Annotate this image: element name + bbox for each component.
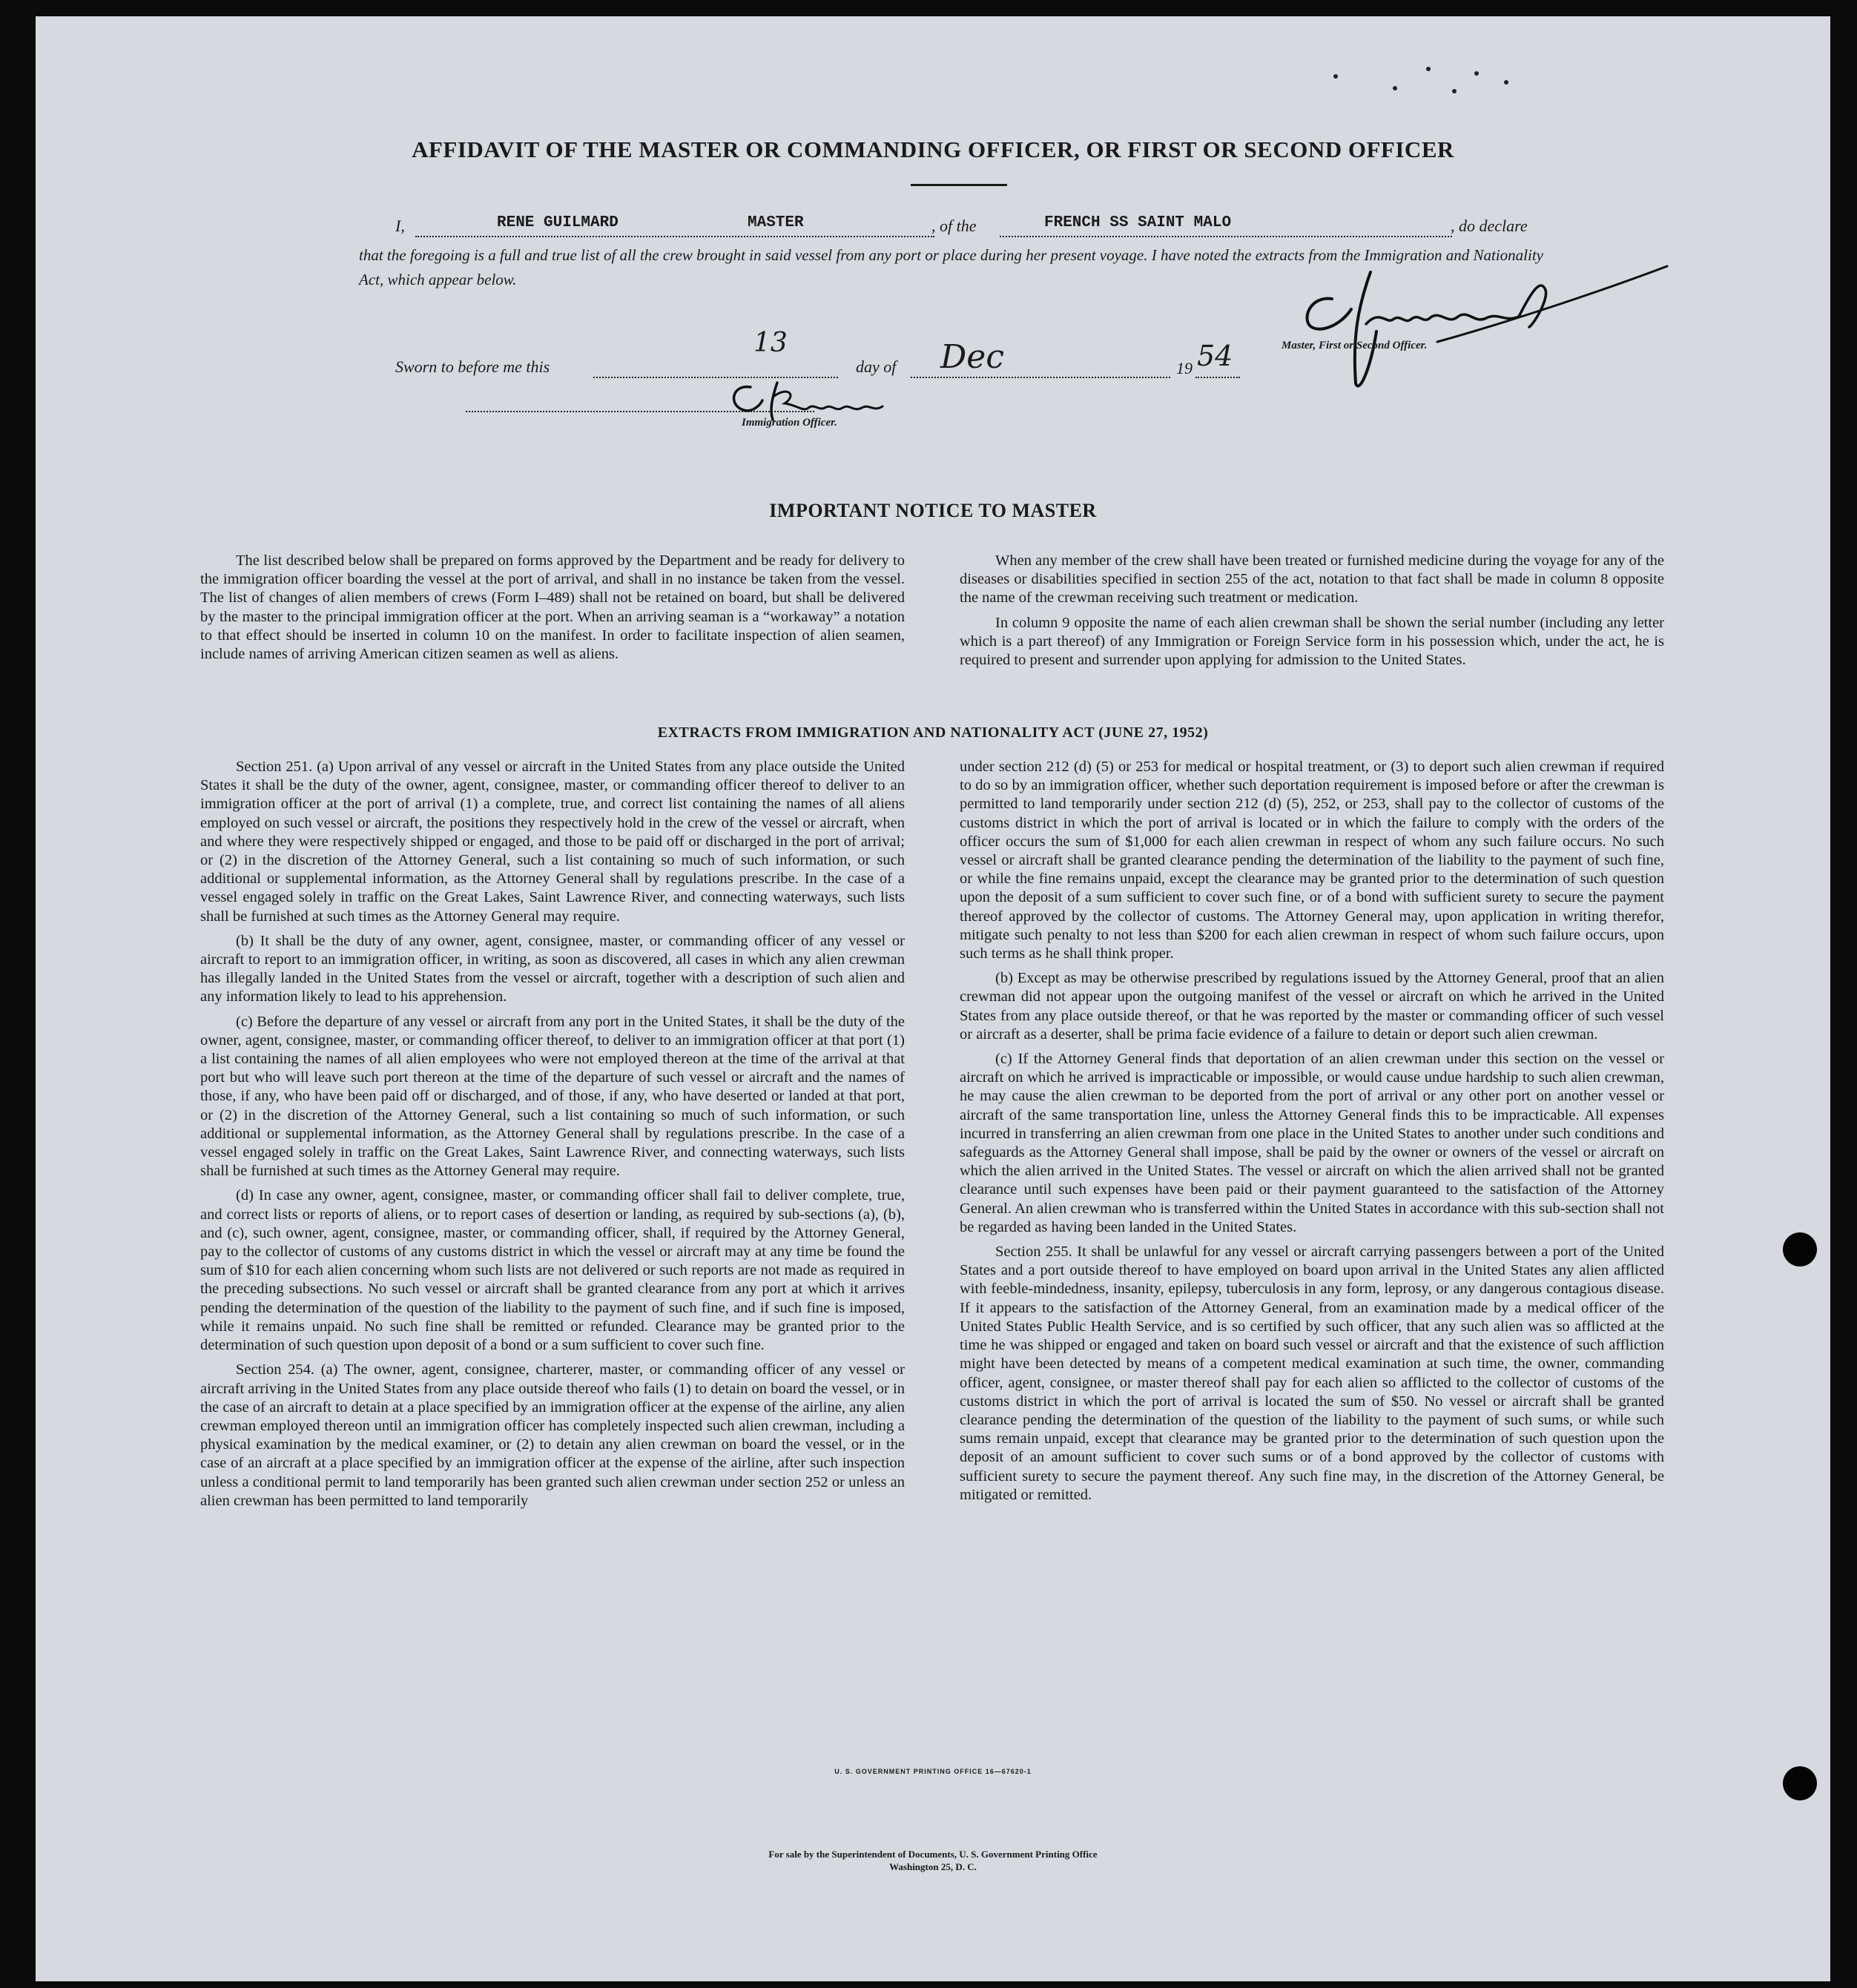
extract-section-255: Section 255. It shall be unlawful for any vessel or aircraft carrying passengers between a port of the United States and a port outside thereof to have employed on board upon arrival in the United States any alien afflicted with feeble-mindedness, insanity, epilepsy, tuberculosis in any form, leprosy, or any dangerous contagious disease. If it appears to the satisfaction of the Attorney General, from an examination made by a medical officer of the United States Public Health Service, and is so certified by such officer, that any such alien was so afflicted at the time he was shipped or engaged and taken on board such vessel or aircraft and that the existence of such affliction might have been detected by means of a competent medical examination at such time, the owner, commanding officer, agent, consignee, or master thereof shall pay for each alien so afflicted to the collector of customs of the customs district in which the port of arrival is located the sum of $50. No vessel or aircraft shall be granted clearance pending the determination of the question of the liability to the payment of such sums, or while such sums remain unpaid, except that clearance may be granted prior to the determination of such question upon the deposit of an amount sufficient to cover such sums or of a bond approved by the collector of customs with sufficient surety to secure the payment thereof. Any such fine may, in the discretion of the Attorney General, be mitigated or remitted. <box>960 1244 1664 1503</box>
scan-speck <box>1333 74 1338 79</box>
extract-section-254c: (c) If the Attorney General finds that deportation of an alien crewman under this section on the vessel or aircraft on which he arrived is impracticable or impossible, or would cause undue hardship to such alien crewman, he may cause the alien crewman to be deported from the port of arrival or any other port on another vessel or aircraft of the same transportation line, unless the Attorney General finds this to be impracticable. All expenses incurred in transferring an alien crewman from one place in the United States to another under such conditions and safeguards as the Attorney General shall impose, shall be paid by the owner or owners of the vessel or aircraft on which the alien arrived in the United States. The vessel or aircraft on which the alien arrived shall not be granted clearance until such expenses have been paid or their payment guaranteed to the satisfaction of the Attorney General. An alien crewman who is transferred within the United States in accordance with this sub-section shall not be regarded as having been landed in the United States. <box>960 1051 1664 1235</box>
year-suffix: 54 <box>1197 340 1233 372</box>
extract-section-254a-continued: under section 212 (d) (5) or 253 for medical or hospital treatment, or (3) to deport such alien crewman if required to do so by an immigration officer, whether such deportation requirement is imposed before or after the crewman is permitted to land temporarily under section 212 (d) (5), 252, or 253, shall pay to the collector of customs of the customs district in which the port of arrival is located or in which the failure to comply with the orders of the officer occurs the sum of $1,000 for each alien crewman in respect of whom any such failure occurs. No such vessel or aircraft shall be granted clearance pending the determination of the liability to the payment of such fine, or while the fine remains unpaid, except the clearance may be granted prior to the determination of such question upon the deposit of a sum sufficient to cover such fine, or of a bond with sufficient surety to secure the payment thereof approved by the collector of customs. The Attorney General may, upon application in writing therefor, mitigate such penalty to not less than $200 for each alien crewman in respect of whom such failure occurs, upon such terms as he shall think proper. <box>960 759 1664 962</box>
declare-label: , do declare <box>1451 217 1528 235</box>
scan-speck <box>1393 86 1397 90</box>
scan-speck <box>1504 80 1508 85</box>
extract-section-251a: Section 251. (a) Upon arrival of any vessel or aircraft in the United States from any place outside the United States it shall be the duty of the owner, agent, consignee, master, or commanding officer thereof to deliver to an immigration officer at the port of arrival (1) a complete, true, and correct list containing the names of all aliens employed on such vessel or aircraft, the positions they respectively hold in the crew of the vessel or aircraft, when and where they were respectively shipped or engaged, and those to be paid off or discharged in the port of arrival; or (2) in the discretion of the Attorney General, such a list containing so much of such information, or such additional or supplemental information, as the Attorney General shall by regulations prescribe. In the case of a vessel engaged solely in traffic on the Great Lakes, Saint Lawrence River, and connecting waterways, such lists shall be furnished at such times as the Attorney General may require. <box>200 759 905 925</box>
punch-hole <box>1783 1766 1817 1800</box>
extracts-right-column <box>960 758 1664 1510</box>
sworn-label: Sworn to before me this <box>395 357 550 376</box>
year-line <box>1195 377 1240 378</box>
declarant-rank: MASTER <box>748 214 804 231</box>
gpo-imprint: U. S. GOVERNMENT PRINTING OFFICE 16—67620-1 <box>834 1768 1032 1775</box>
extracts-left-column <box>200 758 905 1516</box>
extract-section-251d: (d) In case any owner, agent, consignee, master, or commanding officer shall fail to deliver complete, true, and correct lists or reports of aliens, or to report cases of desertion or landing, as required by sub-sections (a), (b), and (c), such owner, agent, consignee, master, or commanding officer, shall, if required by the Attorney General, pay to the collector of customs of any customs district in which the vessel or aircraft may at any time be found the sum of $10 for each alien concerning whom such lists are not delivered or such reports are not made as required in the preceding subsections. No such vessel or aircraft shall be granted clearance from any port at which it arrives pending the determination of the question of the liability to the payment of such fine, and if such fine is imposed, while it remains unpaid. No such fine shall be remitted or refunded. Clearance may be granted prior to the determination of such question upon deposit of a bond or a sum sufficient to cover such fine. <box>200 1187 905 1354</box>
notice-right-paragraph-1: When any member of the crew shall have been treated or furnished medicine during the voyage for any of the diseases or disabilities specified in section 255 of the act, notation to that fact shall be made in column 8 opposite the name of the crewman receiving such treatment or medication. <box>960 552 1664 607</box>
sale-notice <box>36 1848 1830 1873</box>
notice-title: IMPORTANT NOTICE TO MASTER <box>769 500 1097 521</box>
extracts-title: EXTRACTS FROM IMMIGRATION AND NATIONALITY ACT (JUNE 27, 1952) <box>657 724 1209 741</box>
scan-speck <box>1426 67 1431 71</box>
notice-left-column <box>200 552 905 670</box>
vessel-line <box>1000 236 1452 237</box>
scan-speck <box>1474 71 1479 76</box>
declarant-label: I, <box>395 217 405 235</box>
sale-notice-line-2: Washington 25, D. C. <box>889 1861 977 1872</box>
affidavit-statement: that the foregoing is a full and true list of all the crew brought in said vessel from any port or place during her present voyage. I have noted the extracts from the Immigration and Nationality Act, which appear below. <box>359 246 1543 288</box>
day-of-label: day of <box>856 357 897 376</box>
vessel-name: FRENCH SS SAINT MALO <box>1044 214 1232 231</box>
extract-section-251b: (b) It shall be the duty of any owner, agent, consignee, master, or commanding officer of any vessel or aircraft to report to an immigration officer, in writing, as soon as discovered, all cases in which any alien crewman has illegally landed in the United States from the vessel or aircraft, together with a description of such alien and any information likely to lead to his apprehension. <box>200 932 905 1005</box>
title-rule <box>911 184 1007 186</box>
sworn-month-line <box>911 377 1170 378</box>
notice-right-paragraph-2: In column 9 opposite the name of each alien crewman shall be shown the serial number (including any letter which is a part thereof) of any Immigration or Foreign Service form in his possession which, under the act, he is required to present and surrender upon applying for admission to the United States. <box>960 614 1664 669</box>
sworn-month: Dec <box>940 338 1004 376</box>
officer-caption: Immigration Officer. <box>742 417 837 429</box>
notice-left-paragraph: The list described below shall be prepared on forms approved by the Department and be ready for delivery to the immigration officer boarding the vessel at the port of arrival, and shall in no instance be taken from the vessel. The list of changes of alien members of crews (Form I–489) shall not be retained on board, but shall be delivered by the master to the principal immigration officer at the port. When an arriving seaman is a “workaway” a notation to that effect should be inserted in column 10 on the manifest. In order to facilitate inspection of alien seamen, include names of arriving American citizen seamen as well as aliens. <box>200 552 905 663</box>
of-the-label: , of the <box>931 217 977 235</box>
master-signature <box>1289 257 1675 406</box>
form-page <box>36 16 1830 1981</box>
extract-section-254b: (b) Except as may be otherwise prescribed by regulations issued by the Attorney General, proof that an alien crewman did not appear upon the outgoing manifest of the vessel or aircraft on which he arrived in the United States from any place outside thereof, or that he was reported by the master or commanding officer of such vessel or aircraft as a deserter, shall be prima facie evidence of a failure to detain or deport such alien crewman. <box>960 970 1664 1043</box>
punch-hole <box>1783 1232 1817 1267</box>
sale-notice-line-1: For sale by the Superintendent of Documents, U. S. Government Printing Office <box>768 1849 1098 1860</box>
year-prefix: 19 <box>1176 359 1193 377</box>
notice-right-column <box>960 552 1664 676</box>
master-caption: Master, First or Second Officer. <box>1282 340 1428 351</box>
affidavit-title: AFFIDAVIT OF THE MASTER OR COMMANDING OFFICER, OR FIRST OR SECOND OFFICER <box>412 136 1454 162</box>
extract-section-254a: Section 254. (a) The owner, agent, consignee, charterer, master, or commanding officer of any vessel or aircraft arriving in the United States from any place outside thereof who fails (1) to detain on board the vessel, or in the case of an aircraft to detain at a place specified by an immigration officer at the expense of the airline, any alien crewman employed thereon until an immigration officer has completely inspected such alien crewman, including a physical examination by the medical examiner, or (2) to detain any alien crewman on board the vessel, or in the case of an aircraft at a place specified by an immigration officer at the expense of the airline, after such inspection unless a conditional permit to land temporarily has been granted such alien crewman under section 252 or unless an alien crewman has been permitted to land temporarily <box>200 1361 905 1509</box>
scan-speck <box>1452 89 1457 93</box>
extract-section-251c: (c) Before the departure of any vessel or aircraft from any port in the United States, it shall be the duty of the owner, agent, consignee, master, or commanding officer thereof, to deliver to an immigration officer at that port (1) a list containing the names of all alien employees who were not employed thereon at the time of the arrival at that port but who will leave such port thereon at the time of the departure of such vessel or aircraft and the names of those, if any, who have been paid off or discharged, and of those, if any, who have deserted or landed at that port, or (2) in the discretion of the Attorney General, such a list containing so much of such information, or such additional or supplemental information, as the Attorney General shall by regulations prescribe. In the case of a vessel engaged solely in traffic on the Great Lakes, Saint Lawrence River, and connecting waterways, such lists shall be furnished at such times as the Attorney General may require. <box>200 1013 905 1180</box>
declarant-name: RENE GUILMARD <box>497 214 619 231</box>
sworn-day: 13 <box>753 328 788 358</box>
declarant-line <box>415 236 934 237</box>
